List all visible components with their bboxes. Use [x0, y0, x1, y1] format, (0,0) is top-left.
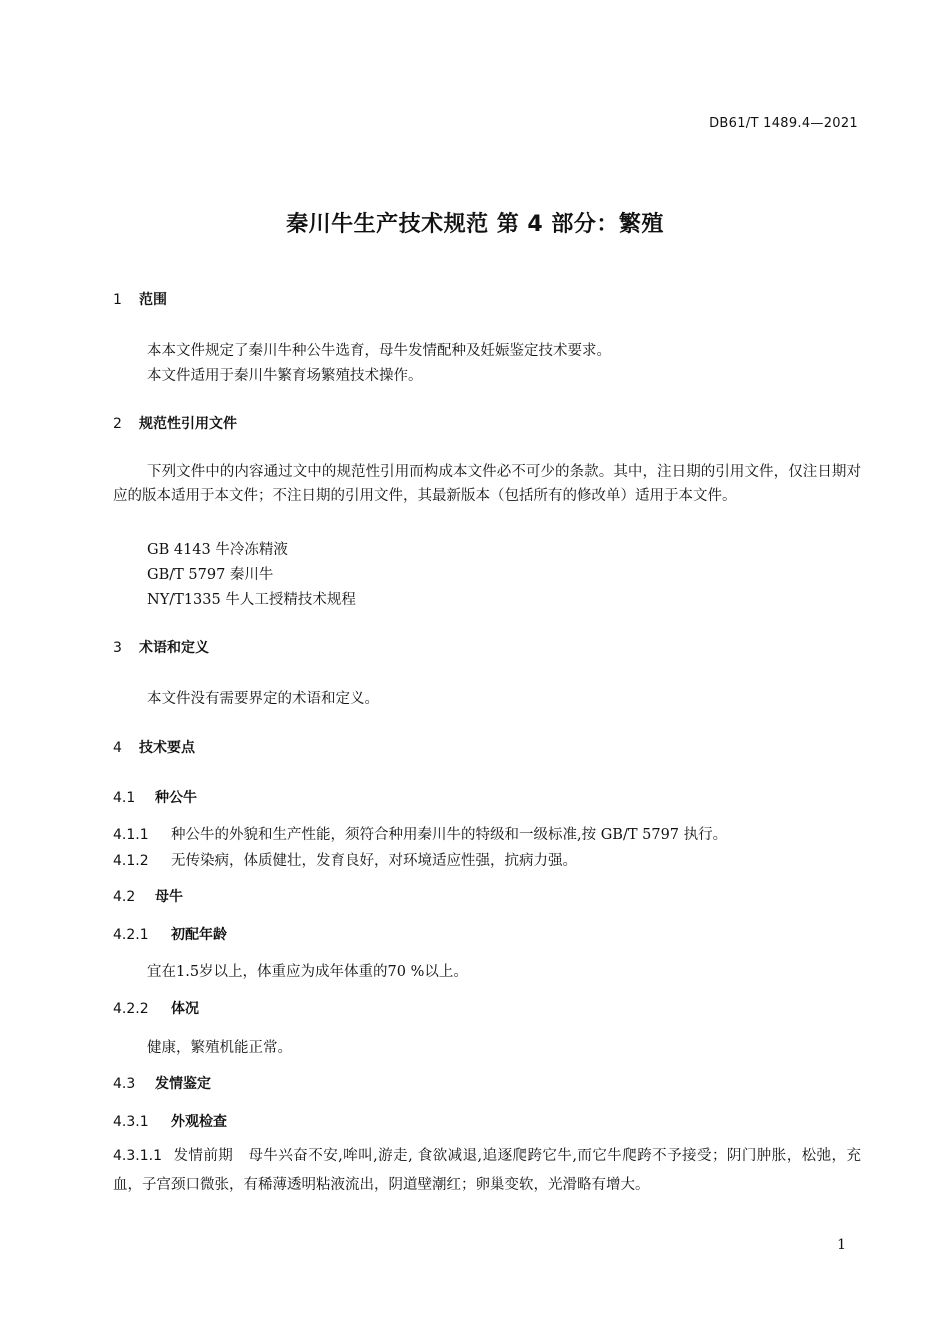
paragraph: 下列文件中的内容通过文中的规范性引用而构成本文件必不可少的条款。其中，注日期的引用文件，仅注日期对应的版本适用于本文件；不注日期的引用文件，其最新版本（包括所有的修改单）适用于本文件。 [113, 464, 861, 504]
subsection-heading [113, 924, 227, 944]
standard-code: DB61/T 1489.4—2021 [709, 116, 858, 131]
clause-item [113, 1142, 861, 1200]
clause-number: 4.1.2 [113, 853, 149, 869]
paragraph: 本文件没有需要界定的术语和定义。 [147, 691, 379, 707]
section-title: 术语和定义 [139, 640, 209, 656]
subsection-title: 外观检查 [171, 1114, 227, 1130]
section-number: 3 [113, 640, 122, 656]
reference-item: GB 4143 牛冷冻精液 [147, 542, 288, 558]
subsection-title: 母牛 [155, 889, 183, 905]
subsection-heading [113, 1073, 211, 1093]
subsection-heading [113, 1111, 227, 1131]
section-title: 规范性引用文件 [139, 416, 237, 432]
subsection-number: 4.3.1 [113, 1114, 149, 1130]
subsection-number: 4.2 [113, 889, 136, 905]
subsection-title: 初配年龄 [171, 927, 227, 943]
section-heading [113, 289, 167, 309]
reference-item: NY/T1335 牛人工授精技术规程 [147, 592, 356, 608]
clause-item [113, 849, 577, 870]
subsection-title: 发情鉴定 [155, 1076, 211, 1092]
subsection-number: 4.2.1 [113, 927, 149, 943]
clause-number: 4.1.1 [113, 827, 149, 843]
section-heading [113, 637, 209, 657]
section-number: 4 [113, 740, 122, 756]
paragraph: 宜在1.5岁以上，体重应为成年体重的70 %以上。 [147, 964, 468, 980]
subsection-number: 4.2.2 [113, 1001, 149, 1017]
clause-text: 无传染病，体质健壮，发育良好，对环境适应性强，抗病力强。 [171, 853, 577, 869]
subsection-number: 4.3 [113, 1076, 136, 1092]
section-heading [113, 413, 237, 433]
reference-item: GB/T 5797 秦川牛 [147, 567, 274, 583]
paragraph: 本本文件规定了秦川牛种公牛选育，母牛发情配种及妊娠鉴定技术要求。 [147, 343, 611, 359]
section-heading [113, 737, 195, 757]
paragraph: 健康，繁殖机能正常。 [147, 1040, 292, 1056]
clause-text: 母牛兴奋不安,哞叫,游走, 食欲减退,追逐爬跨它牛,而它牛爬跨不予接受；阴门肿胀，松弛，充血，子宫颈口微张，有稀薄透明粘液流出，阴道壁潮红；卵巢变软，光滑略有增大。 [113, 1148, 862, 1193]
paragraph: 本文件适用于秦川牛繁育场繁殖技术操作。 [147, 368, 423, 384]
clause-number: 4.3.1.1 [113, 1148, 162, 1164]
section-title: 范围 [139, 292, 167, 308]
section-number: 1 [113, 292, 122, 308]
clause-label: 发情前期 [173, 1148, 234, 1164]
page-number: 1 [837, 1237, 846, 1253]
subsection-number: 4.1 [113, 790, 136, 806]
clause-text: 种公牛的外貌和生产性能，须符合种用秦川牛的特级和一级标准,按 GB/T 5797 执行。 [171, 827, 728, 843]
subsection-heading [113, 787, 197, 807]
subsection-title: 体况 [171, 1001, 199, 1017]
clause-item [113, 823, 727, 844]
subsection-title: 种公牛 [155, 790, 197, 806]
section-number: 2 [113, 416, 122, 432]
subsection-heading [113, 886, 183, 906]
section-title: 技术要点 [139, 740, 195, 756]
subsection-heading [113, 998, 199, 1018]
page-title: 秦川牛生产技术规范 第 4 部分：繁殖 [286, 212, 664, 237]
